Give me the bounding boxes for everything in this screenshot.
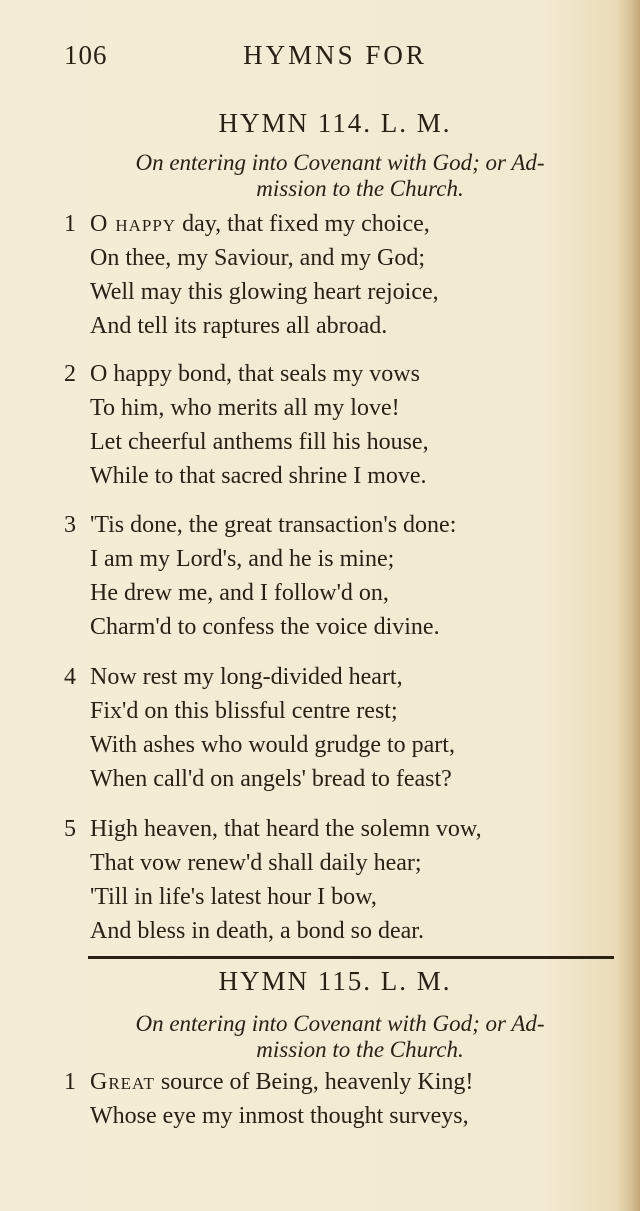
verse-line (64, 207, 624, 241)
hymn-115-subtitle (60, 1011, 620, 1063)
verse-line (64, 812, 624, 846)
verse-line: Whose eye my inmost thought surveys, (90, 1103, 469, 1129)
verse-text: Now rest my long-divided heart, (90, 664, 403, 690)
stanza-number: 1 (64, 211, 76, 237)
verse-line: When call'd on angels' bread to feast? (90, 766, 452, 792)
hymn-114-stanza-4 (64, 660, 624, 796)
hymn-114-stanza-5 (64, 812, 624, 948)
first-line-rest: day, that fixed my choice, (176, 211, 430, 237)
verse-line (64, 1065, 624, 1099)
hymn-114-subtitle (60, 150, 620, 202)
stanza-number: 1 (64, 1069, 76, 1095)
page-number: 106 (64, 40, 108, 70)
verse-line: I am my Lord's, and he is mine; (90, 546, 395, 572)
verse-line: While to that sacred shrine I move. (90, 463, 427, 489)
verse-line (64, 660, 624, 694)
verse-line (64, 357, 624, 391)
verse-line: With ashes who would grudge to part, (90, 732, 455, 758)
hymn-114-stanza-2 (64, 357, 624, 493)
first-line-rest: source of Being, heavenly King! (154, 1069, 474, 1095)
verse-text: High heaven, that heard the solemn vow, (90, 816, 482, 842)
verse-line (64, 508, 624, 542)
stanza-number: 3 (64, 512, 76, 538)
hymn-114-subtitle-line-1: On entering into Covenant with God; or Ad- (135, 150, 545, 175)
verse-line: And tell its raptures all abroad. (90, 313, 388, 339)
verse-line: That vow renew'd shall daily hear; (90, 850, 422, 876)
running-header (0, 40, 640, 80)
hymn-114-title: HYMN 114. L. M. (218, 108, 452, 138)
verse-line: 'Till in life's latest hour I bow, (90, 884, 377, 910)
verse-line: On thee, my Saviour, and my God; (90, 245, 425, 271)
running-title: HYMNS FOR (243, 40, 427, 70)
verse-line: Let cheerful anthems fill his house, (90, 429, 429, 455)
hymn-114-subtitle-line-2: mission to the Church. (256, 176, 464, 201)
hymn-115-subtitle-line-1: On entering into Covenant with God; or Ad- (135, 1011, 545, 1036)
section-divider-rule (88, 956, 614, 959)
verse-line: He drew me, and I follow'd on, (90, 580, 389, 606)
verse-line: Charm'd to confess the voice divine. (90, 614, 440, 640)
hymn-115-title: HYMN 115. L. M. (218, 966, 452, 996)
stanza-number: 4 (64, 664, 76, 690)
hymn-115-subtitle-line-2: mission to the Church. (256, 1037, 464, 1062)
stanza-number: 2 (64, 361, 76, 387)
verse-line: Well may this glowing heart rejoice, (90, 279, 439, 305)
hymn-114-stanza-3 (64, 508, 624, 644)
hymn-115-stanza-1 (64, 1065, 624, 1133)
verse-line: Fix'd on this blissful centre rest; (90, 698, 398, 724)
hymn-114-stanza-1 (64, 207, 624, 343)
first-words-small-caps: O happy (90, 211, 177, 237)
verse-text: 'Tis done, the great transaction's done: (90, 512, 457, 538)
verse-line: And bless in death, a bond so dear. (90, 918, 424, 944)
verse-text: O happy bond, that seals my vows (90, 361, 420, 387)
first-word-small-caps: Great (90, 1069, 155, 1095)
stanza-number: 5 (64, 816, 76, 842)
verse-line: To him, who merits all my love! (90, 395, 400, 421)
